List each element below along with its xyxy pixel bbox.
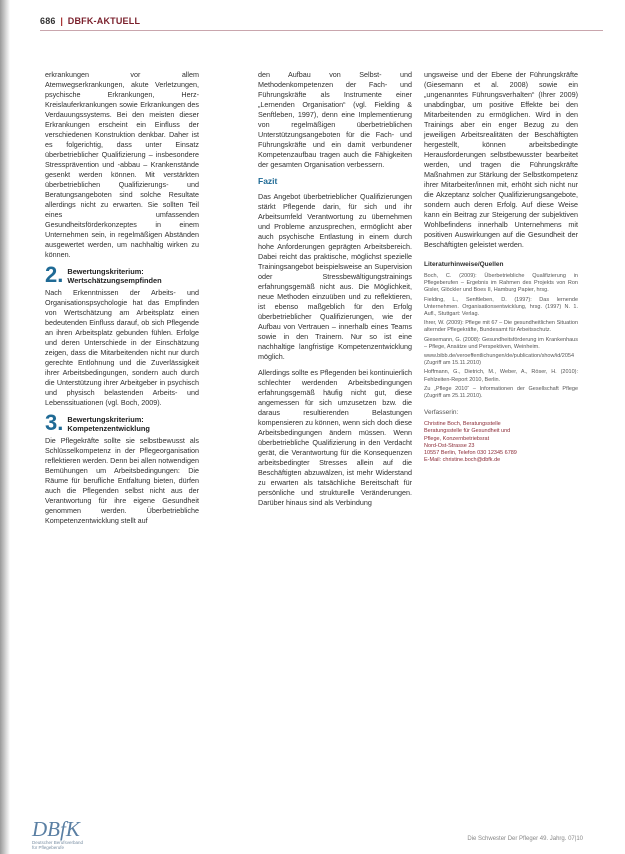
- author-line: Pflege, Konzernbetriebsrat: [424, 435, 490, 442]
- text-column-3: [424, 70, 578, 464]
- reference-item: Zu „Pflege 2010“ – Informationen der Gesellschaft Pflege (Zugriff am 25.11.2010).: [424, 385, 578, 400]
- logo-mark: DBfK: [32, 817, 80, 841]
- author-info: [424, 421, 578, 464]
- section-title: DBFK-AKTUELL: [67, 16, 141, 26]
- dbfk-logo: [32, 818, 102, 850]
- header-rule: [40, 30, 603, 31]
- reference-item: Ihrer, W. (2009): Pflege mit 67 – Die gesundheitlichen Situation alternder Pflegekräfte, Bundesamt für Arbeitsschutz.: [424, 320, 578, 334]
- author-line: Nord-Ost-Strasse 23: [424, 442, 475, 449]
- author-line: E-Mail: christine.boch@dbfk.de: [424, 457, 501, 464]
- heading-line: Bewertungskriterium:: [67, 267, 144, 276]
- logo-subline: für Pflegeberufe: [32, 845, 65, 850]
- reference-item: Giesemann, G. (2008): Gesundheitsförderung im Krankenhaus – Pflege, Ansätze und Perspektiven, Weinheim.: [424, 336, 578, 350]
- page-gutter-shadow: [0, 0, 10, 854]
- paragraph: Allerdings sollte es Pflegenden bei kontinuierlich schlechter werdenden Arbeitsbedingungen erfahrungsgemäß häufig nicht gut, diese angemessen für sich umzusetzen bzw. die daraus resultierenden Belastungen kompensieren zu können, wenn sich doch diese Arbeitsbedingungen ändern müssen. Wenn überbetriebliche Qualifizierung in den Verdacht gerät, die Verantwortung für die Konsequenzen arbeitsbedingter Stresses allein auf die Beschäftigten abzuwälzen, ist mehr Widerstand zu erwarten als tatsächliche Bereitschaft für persönliche und strukturelle Veränderungen. Darüber hinaus sind als Verbindung: [258, 368, 412, 507]
- author-line: Beratungsstelle für Gesundheit und: [424, 428, 511, 435]
- heading-line: Bewertungskriterium:: [67, 415, 144, 424]
- page-header: [40, 16, 140, 26]
- paragraph: Die Pflegekräfte sollte sie selbstbewusst als Schlüsselkompetenz in der Pflegeorganisation reflektieren werden. Denn bei allen notwendigen Bemühungen um Arbeitsbedingungen: Die Räume für berufliche Entfaltung bieten, dürfen auch die Pflegenden selbst nicht aus der Verantwortung für ihre eigene Gesundheit genommen werden. Überbetriebliche Kompetenzentwicklung stellt auf: [45, 436, 199, 525]
- paragraph: Nach Erkenntnissen der Arbeits- und Organisationspsychologie hat das Empfinden von Wertschätzung am Arbeitsplatz einen bedeutenden Einfluss darauf, ob sich Pflegende an ihren Arbeitsplatz gebunden fühlen. Erfolge und deren Unterschiede in der Einschätzung zeigen, dass die Mitarbeitenden nicht nur durch gerechte Entlohnung und die Zuverlässigkeit ihrer Arbeitsbedingungen, sondern auch durch die Unterstützung ihrer Arbeitgeber in psychisch und physisch belastenden Arbeits- und Lebenssituationen (vgl. Boch, 2009).: [45, 288, 199, 407]
- references-title: Literaturhinweise/Quellen: [424, 261, 504, 268]
- logo-subline: Deutscher Berufsverband: [32, 840, 84, 845]
- paragraph: Das Angebot überbetrieblicher Qualifizierungen stärkt Pflegende darin, für sich und ihr Arbeitsumfeld Verantwortung zu übernehmen und Probleme anzusprechen, ermöglicht aber auch psychische Entlastung in einem durch hohe Anforderungen geprägten Arbeitsbereich. Dabei reicht das praktische, möglichst spezielle Trainingsangebot beispielsweise an Supervision oder Stressbewältigungstrainings erfahrungsgemäß nicht aus. Die Möglichkeit, neue Methoden einzuüben und zu reflektieren, ist ebenso maßgeblich für den Erfolg überbetrieblicher Qualifizierungen, wie der Aufbau von Vertrauen – innerhalb eines Teams sowie in den Trainern. Nur so ist eine nachhaltige langfristige Kompetenzentwicklung möglich.: [258, 192, 412, 361]
- text-column-1: [45, 70, 199, 532]
- author-line: Christine Boch, Beratungsstelle: [424, 421, 501, 428]
- heading-number: 2.: [45, 262, 64, 287]
- paragraph: den Aufbau von Selbst- und Methodenkompetenzen der Fach- und Führungskräfte als Instrumente einer „Lernenden Organisation“ (vgl. Fielding & Senftleben, 1997), denn eine Implementierung von regelmäßigen überbetrieblichen Unterstützungsangeboten für die Fach- und Führungskräfte und ein damit verbundener Kompetenzaufbau tragen auch die Fähigkeiten der gesamten Organisation verbessern.: [258, 70, 412, 169]
- fazit-heading: Fazit: [258, 176, 278, 186]
- paragraph: erkrankungen vor allem Atemwegserkrankungen, akute Verletzungen, psychische Erkrankungen, Herz-Kreislauferkrankungen sowie Erkrankungen des Verdauungssystems. Bei den meisten dieser Erkrankungen erscheint ein Einfluss der verschiedenen Konstruktion denkbar. Daher ist es folgerichtig, dass unter Einsatz überbetrieblicher Qualifizierung – insbesondere Stressprävention und -abbau – Krankenstände gesenkt werden können. Mit verstärkten überbetrieblichen Qualifizierungs- und Beratungsangeboten sind solche Resultate allerdings nicht zu erwarten. Sie sollten Teil eines umfassenden Gesundheitsförderkonzeptes in einem Unternehmen sein, in regelmäßigen Abständen ausgewertet werden, um nachhaltig wirken zu können.: [45, 70, 199, 259]
- heading-number: 3.: [45, 410, 64, 435]
- section-heading-3: [45, 410, 199, 435]
- reference-item: Boch, C. (2009): Überbetriebliche Qualifizierung in Pflegeberufen – Ergebnis im Rahmen des Projekts von Ron Gisler, Glöckler und Boes II, Hamburg Papier, hrsg.: [424, 273, 578, 294]
- reference-item: Fielding, L., Senftleben, D. (1997): Das lernende Unternehmen. Organisationsentwicklung, hrsg. (1997) N. 1. Aufl., Stuttgart: Verlag.: [424, 296, 578, 318]
- author-line: 10557 Berlin, Telefon 030 12345 6789: [424, 450, 517, 457]
- page-footer: Die Schwester Der Pfleger 49. Jahrg. 07|10: [467, 836, 583, 842]
- reference-item: www.bibb.de/veroeffentlichungen/de/publication/show/id/2054 (Zugriff am 15.11.2010): [424, 353, 575, 367]
- page-number: 686: [40, 16, 56, 26]
- author-title: Verfasserin:: [424, 409, 459, 417]
- paragraph: ungsweise und der Ebene der Führungskräfte (Giesemann et al. 2008) sowie ein „ungenanntes Führungsverhalten“ (Ihrer 2009) unabdingbar, um positive Effekte bei den Mitarbeitenden zu ermöglichen. Wird in den Trainings aber ein enger Bezug zu den jeweiligen Arbeitsrealitäten der Beschäftigten hergestellt, können arbeitsbedingte Herausforderungen selbstbewusster bearbeitet werden, und tragen die Führungskräfte Maßnahmen zur Stärkung der Selbstkompetenz ihrer Mitarbeiter/innen mit, erhöht sich nicht nur die Akzeptanz solcher Qualifizierungsangebote, sondern auch deren Erfolg. Auf diese Weise kann ein Beitrag zur Steigerung der subjektiven Wohlbefindens innerhalb Unternehmens mit positiven Auswirkungen auf die Gesundheit der Beschäftigten geleistet werden.: [424, 70, 578, 249]
- header-separator: |: [60, 16, 64, 26]
- reference-item: Hoffmann, G., Dietrich, M., Weber, A., Röser, H. (2010): Fehlzeiten-Report 2010, Berlin.: [424, 369, 578, 383]
- heading-line: Kompetenzentwicklung: [67, 424, 150, 433]
- references-list: [424, 273, 578, 400]
- heading-line: Wertschätzungsempfinden: [67, 276, 162, 285]
- section-heading-2: [45, 262, 199, 287]
- text-column-2: [258, 70, 412, 514]
